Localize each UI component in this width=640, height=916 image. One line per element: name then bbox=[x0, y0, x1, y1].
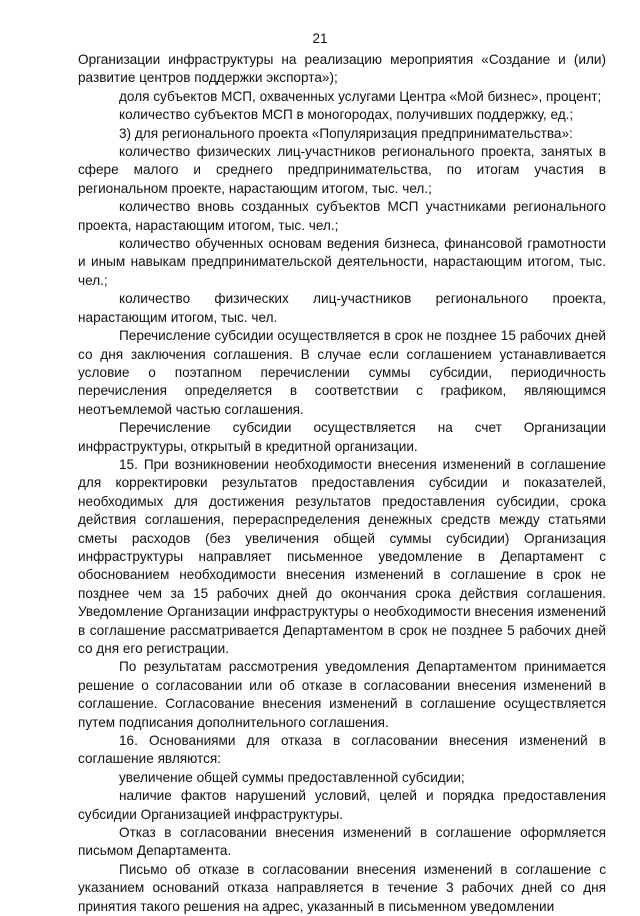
paragraph: Перечисление субсидии осуществляется на счет Организации инфраструктуры, открытый в кредитной организации. bbox=[78, 420, 606, 454]
paragraph: количество физических лиц-участников регионального проекта, занятых в сфере малого и среднего предпринимательства, по итогам участия в региональном проекте, нарастающим итогом, тыс. чел.; bbox=[78, 144, 606, 196]
paragraph: 16. Основаниями для отказа в согласовании внесения изменений в соглашение являются: bbox=[78, 733, 606, 767]
paragraph: увеличение общей суммы предоставленной субсидии; bbox=[119, 769, 465, 785]
paragraph: 3) для регионального проекта «Популяризация предпринимательства»: bbox=[119, 125, 573, 141]
paragraph: Отказ в согласовании внесения изменений в соглашение оформляется письмом Департамента. bbox=[78, 825, 606, 859]
paragraph: 15. При возникновении необходимости внесения изменений в соглашение для корректировки результатов предоставления субсидии и показателей, необходимых для достижения результатов предоставления субсидии, срока действия соглашения, перераспределения денежных средств между статьями сметы расходов (без увеличения общей суммы субсидии) Организация инфраструктуры направляет письменное уведомление в Департамент с обоснованием необходимости внесения изменений в соглашение в срок не позднее чем за 15 рабочих дней до окончания срока действия соглашения. Уведомление Организации инфраструктуры о необходимости внесения изменений в соглашение рассматривается Департаментом в срок не позднее 5 рабочих дней со дня его регистрации. bbox=[78, 456, 606, 656]
paragraph: По результатам рассмотрения уведомления Департаментом принимается решение о согласовании или об отказе в согласовании внесения изменений в соглашение. Согласование внесения изменений в соглашение осуществляется путем подписания дополнительного соглашения. bbox=[78, 659, 606, 730]
paragraph: Письмо об отказе в согласовании внесения изменений в соглашение с указанием оснований отказа направляется в течение 3 рабочих дней со дня принятия такого решения на адрес, указанный в письменном уведомлении bbox=[78, 861, 606, 914]
document-body bbox=[78, 51, 606, 916]
paragraph: Перечисление субсидии осуществляется в срок не позднее 15 рабочих дней со дня заключения соглашения. В случае если соглашением устанавливается условие о поэтапном перечислении суммы субсидии, периодичность перечисления определяется в соответствии с графиком, являющимся неотъемлемой частью соглашения. bbox=[78, 328, 606, 417]
paragraph: Организации инфраструктуры на реализацию мероприятия «Создание и (или) развитие центров поддержки экспорта»); bbox=[78, 52, 606, 86]
paragraph: количество обученных основам ведения бизнеса, финансовой грамотности и иным навыкам предпринимательской деятельности, нарастающим итогом, тыс. чел.; bbox=[78, 236, 606, 288]
page-number: 21 bbox=[312, 31, 328, 46]
paragraph: количество физических лиц-участников регионального проекта, нарастающим итогом, тыс. чел. bbox=[78, 291, 606, 325]
paragraph: количество вновь созданных субъектов МСП участниками регионального проекта, нарастающим итогом, тыс. чел.; bbox=[78, 199, 606, 233]
paragraph: количество субъектов МСП в моногородах, получивших поддержку, ед.; bbox=[119, 107, 574, 123]
paragraph: доля субъектов МСП, охваченных услугами Центра «Мой бизнес», процент; bbox=[119, 88, 602, 104]
paragraph: наличие фактов нарушений условий, целей и порядка предоставления субсидии Организацией инфраструктуры. bbox=[78, 788, 606, 822]
